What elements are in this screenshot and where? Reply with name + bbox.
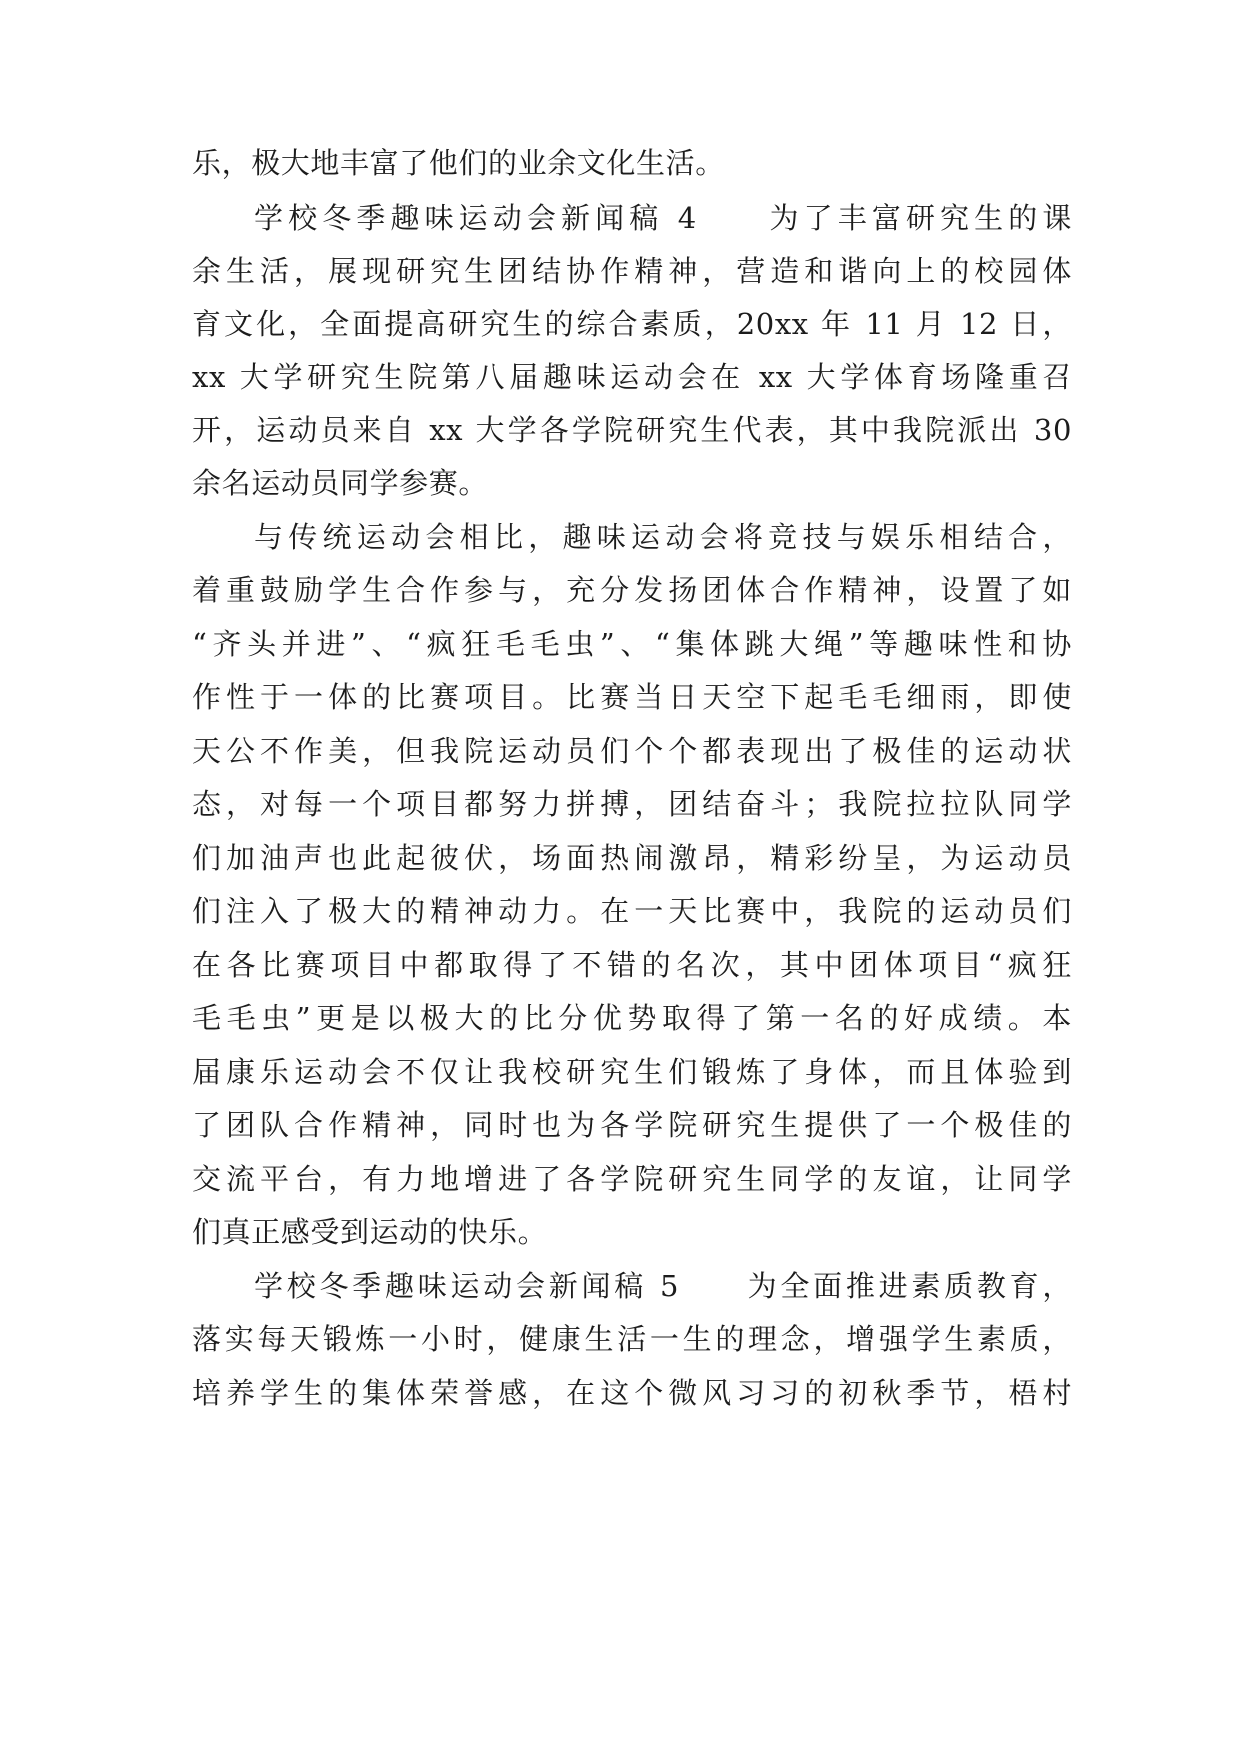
text-line: 余名运动员同学参赛。 — [192, 466, 489, 500]
section-heading-line: 学校冬季趣味运动会新闻稿 4 为了丰富研究生的课 — [254, 201, 1072, 235]
text-line: “齐头并进”、“疯狂毛毛虫”、“集体跳大绳”等趣味性和协 — [192, 627, 1072, 661]
text-line: 交流平台，有力地增进了各学院研究生同学的友谊，让同学 — [192, 1162, 1072, 1196]
text-line: 落实每天锻炼一小时，健康生活一生的理念，增强学生素质， — [192, 1322, 1072, 1356]
text-line: 在各比赛项目中都取得了不错的名次，其中团体项目“疯狂 — [192, 948, 1072, 982]
paragraph-first-line: 与传统运动会相比，趣味运动会将竞技与娱乐相结合， — [254, 520, 1072, 554]
text-line: 作性于一体的比赛项目。比赛当日天空下起毛毛细雨，即使 — [192, 680, 1072, 714]
text-line: 培养学生的集体荣誉感，在这个微风习习的初秋季节，梧村 — [192, 1376, 1072, 1410]
text-line: 毛毛虫”更是以极大的比分优势取得了第一名的好成绩。本 — [192, 1001, 1072, 1035]
text-line: 开，运动员来自 xx 大学各学院研究生代表，其中我院派出 30 — [192, 413, 1072, 447]
text-line: 育文化，全面提高研究生的综合素质，20xx 年 11 月 12 日， — [192, 307, 1072, 341]
text-line: 届康乐运动会不仅让我校研究生们锻炼了身体，而且体验到 — [192, 1055, 1072, 1089]
text-line: 态，对每一个项目都努力拼搏，团结奋斗；我院拉拉队同学 — [192, 787, 1072, 821]
section-heading-line: 学校冬季趣味运动会新闻稿 5 为全面推进素质教育， — [254, 1269, 1072, 1303]
text-line: 了团队合作精神，同时也为各学院研究生提供了一个极佳的 — [192, 1108, 1072, 1142]
text-line: 余生活，展现研究生团结协作精神，营造和谐向上的校园体 — [192, 254, 1072, 288]
text-line: 们加油声也此起彼伏，场面热闹激昂，精彩纷呈，为运动员 — [192, 841, 1072, 875]
text-line: 们真正感受到运动的快乐。 — [192, 1215, 548, 1249]
text-line: 天公不作美，但我院运动员们个个都表现出了极佳的运动状 — [192, 734, 1072, 768]
text-line: 着重鼓励学生合作参与，充分发扬团体合作精神，设置了如 — [192, 573, 1072, 607]
text-line: 们注入了极大的精神动力。在一天比赛中，我院的运动员们 — [192, 894, 1072, 928]
text-line: 乐，极大地丰富了他们的业余文化生活。 — [192, 146, 725, 180]
text-line: xx 大学研究生院第八届趣味运动会在 xx 大学体育场隆重召 — [192, 360, 1072, 394]
